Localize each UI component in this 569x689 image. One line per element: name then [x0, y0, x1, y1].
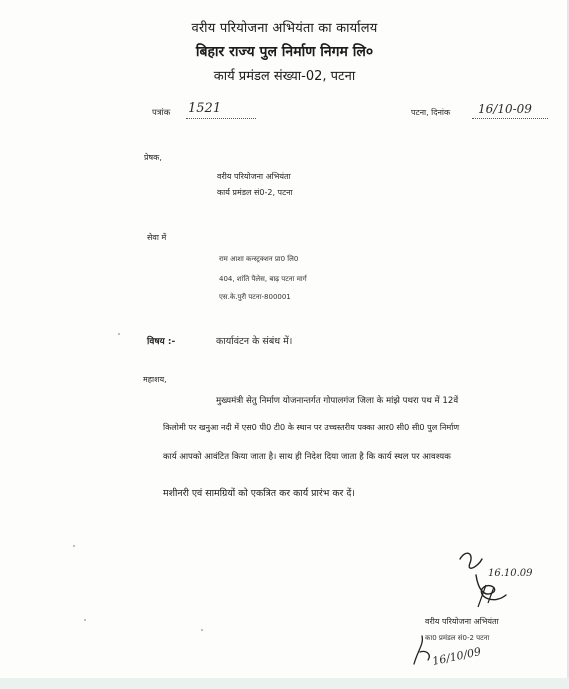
- signatory-title: वरीय परियोजना अभियंता: [425, 617, 499, 626]
- letterhead-office: वरीय परियोजना अभियंता का कार्यालय: [191, 21, 378, 36]
- salutation: महाशय,: [143, 375, 167, 384]
- sender-line2: कार्य प्रमंडल सं0-2, पटना: [217, 188, 293, 197]
- body-line: किलोमी पर खनुआ नदी में एस0 पी0 टी0 के स्थान पर उच्चस्तरीय पक्का आर0 सी0 सी0 पुल निर्माण: [163, 422, 460, 432]
- body-line: मशीनरी एवं सामग्रियों को एकत्रित कर कार्य प्रारंभ कर दें।: [163, 488, 355, 499]
- reference-dotted-line: [186, 118, 256, 119]
- scan-speck: [73, 545, 75, 547]
- sender-line1: वरीय परियोजना अभियंता: [217, 172, 291, 181]
- signature-scribble: [448, 545, 548, 615]
- signatory-division: का0 प्रमंडल सं0-2 पटना: [425, 634, 490, 642]
- scan-speck: [118, 333, 120, 335]
- subject-text: कार्यावंटन के संबंध में।: [216, 336, 293, 347]
- scan-speck: [201, 629, 203, 631]
- signature-date: 16.10.09: [488, 568, 533, 579]
- initial-date: 16/10/09: [431, 645, 483, 668]
- date-dotted-line: [472, 118, 548, 119]
- subject-label: विषय :-: [147, 337, 176, 347]
- sender-label: प्रेषक,: [144, 153, 162, 162]
- letterhead-organization: बिहार राज्य पुल निर्माण निगम लि०: [195, 44, 374, 60]
- body-line: मुख्यमंत्री सेतु निर्माण योजनान्तर्गत गोपालगंज जिला के मांझे पथरा पथ में 12वें: [216, 396, 459, 406]
- letter-date: 16/10-09: [478, 102, 532, 116]
- body-line: कार्य आपको आवंटित किया जाता है। साथ ही निदेश दिया जाता है कि कार्य स्थल पर आवश्यक: [163, 452, 451, 462]
- date-label: पटना, दिनांक: [411, 108, 451, 117]
- viewer-bottom-strip: [0, 678, 569, 689]
- scan-speck: [84, 619, 86, 621]
- recipient-line2: 404, शांति पैलेस, बाढ़ पटना मार्ग: [219, 275, 307, 283]
- reference-label: पत्रांक: [152, 108, 171, 118]
- recipient-label: सेवा में: [147, 233, 167, 242]
- reference-number: 1521: [188, 101, 222, 116]
- recipient-line3: एस.के.पुरी पटना-800001: [219, 293, 291, 301]
- letterhead-division: कार्य प्रमंडल संख्या-02, पटना: [213, 69, 356, 84]
- recipient-line1: राम आशा कन्स्ट्रक्शन प्रा0 लि0: [219, 255, 299, 263]
